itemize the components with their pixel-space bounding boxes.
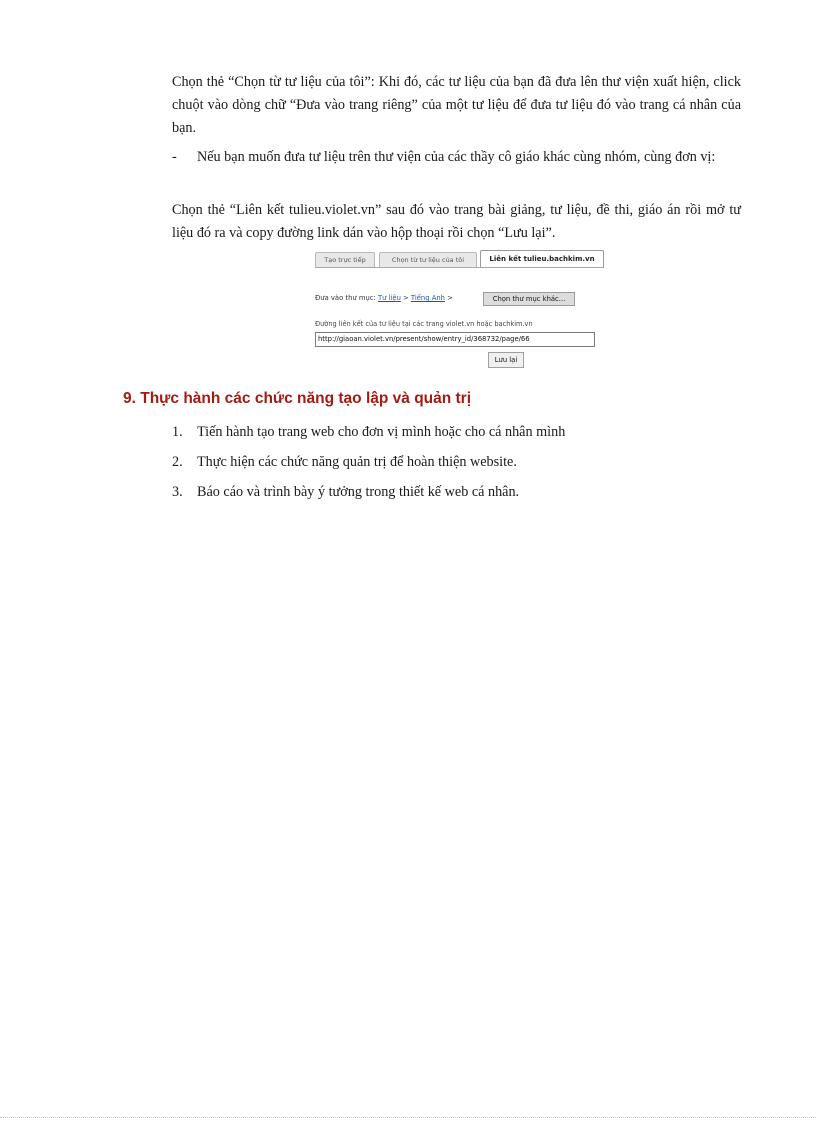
- choose-folder-button[interactable]: Chọn thư mục khác...: [483, 292, 575, 306]
- section-heading: 9. Thực hành các chức năng tạo lập và quản trị: [123, 390, 472, 407]
- list-item: [172, 421, 741, 451]
- save-button[interactable]: Lưu lại: [488, 352, 524, 368]
- url-input[interactable]: http://giaoan.violet.vn/present/show/entry_id/368732/page/66: [315, 332, 595, 347]
- breadcrumb-separator: >: [403, 294, 409, 302]
- bullet-text: Nếu bạn muốn đưa tư liệu trên thư viện của các thầy cô giáo khác cùng nhóm, cùng đơn vị:: [197, 149, 716, 165]
- bullet-dash: -: [172, 149, 177, 165]
- folder-link-english[interactable]: Tiếng Anh: [410, 294, 445, 302]
- tab-link-bachkim[interactable]: Liên kết tulieu.bachkim.vn: [480, 250, 604, 268]
- link-label: Đường liên kết của tư liệu tại các trang violet.vn hoặc bachkim.vn: [315, 320, 533, 328]
- numbered-list: [172, 421, 741, 511]
- list-item-text: Thực hiện các chức năng quản trị để hoàn thiện website.: [197, 454, 517, 470]
- paragraph-link-tab: Chọn thẻ “Liên kết tulieu.violet.vn” sau đó vào trang bài giảng, tư liệu, đề thi, giáo án rồi mở tư liệu đó ra và copy đường link dán vào hộp thoại rồi chọn “Lưu lại”.: [172, 202, 741, 241]
- tab-create-direct[interactable]: Tạo trực tiếp: [315, 252, 375, 267]
- breadcrumb-separator-tail: >: [447, 294, 453, 302]
- list-item: [172, 481, 741, 511]
- list-item-text: Tiến hành tạo trang web cho đơn vị mình hoặc cho cá nhân mình: [197, 424, 566, 440]
- embedded-screenshot: [313, 250, 604, 370]
- list-number: 2.: [172, 454, 183, 470]
- list-item-text: Báo cáo và trình bày ý tưởng trong thiết kế web cá nhân.: [197, 484, 520, 500]
- list-number: 1.: [172, 424, 183, 440]
- folder-link-documents[interactable]: Tư liệu: [377, 294, 401, 302]
- folder-row: [315, 294, 453, 302]
- tab-divider: [315, 267, 603, 268]
- list-number: 3.: [172, 484, 183, 500]
- footer-divider: [0, 1117, 816, 1118]
- paragraph-choose-my-documents: Chọn thẻ “Chọn từ tư liệu của tôi”: Khi đó, các tư liệu của bạn đã đưa lên thư viện xuất hiện, click chuột vào dòng chữ “Đưa vào trang riêng” của một tư liệu để đưa tư liệu đó vào trang cá nhân của bạn.: [172, 74, 741, 136]
- folder-label: Đưa vào thư mục:: [315, 294, 376, 302]
- tab-bar: [315, 250, 603, 268]
- list-item: [172, 451, 741, 481]
- bullet-item: [172, 146, 741, 169]
- tab-my-documents[interactable]: Chọn từ tư liệu của tôi: [379, 252, 477, 267]
